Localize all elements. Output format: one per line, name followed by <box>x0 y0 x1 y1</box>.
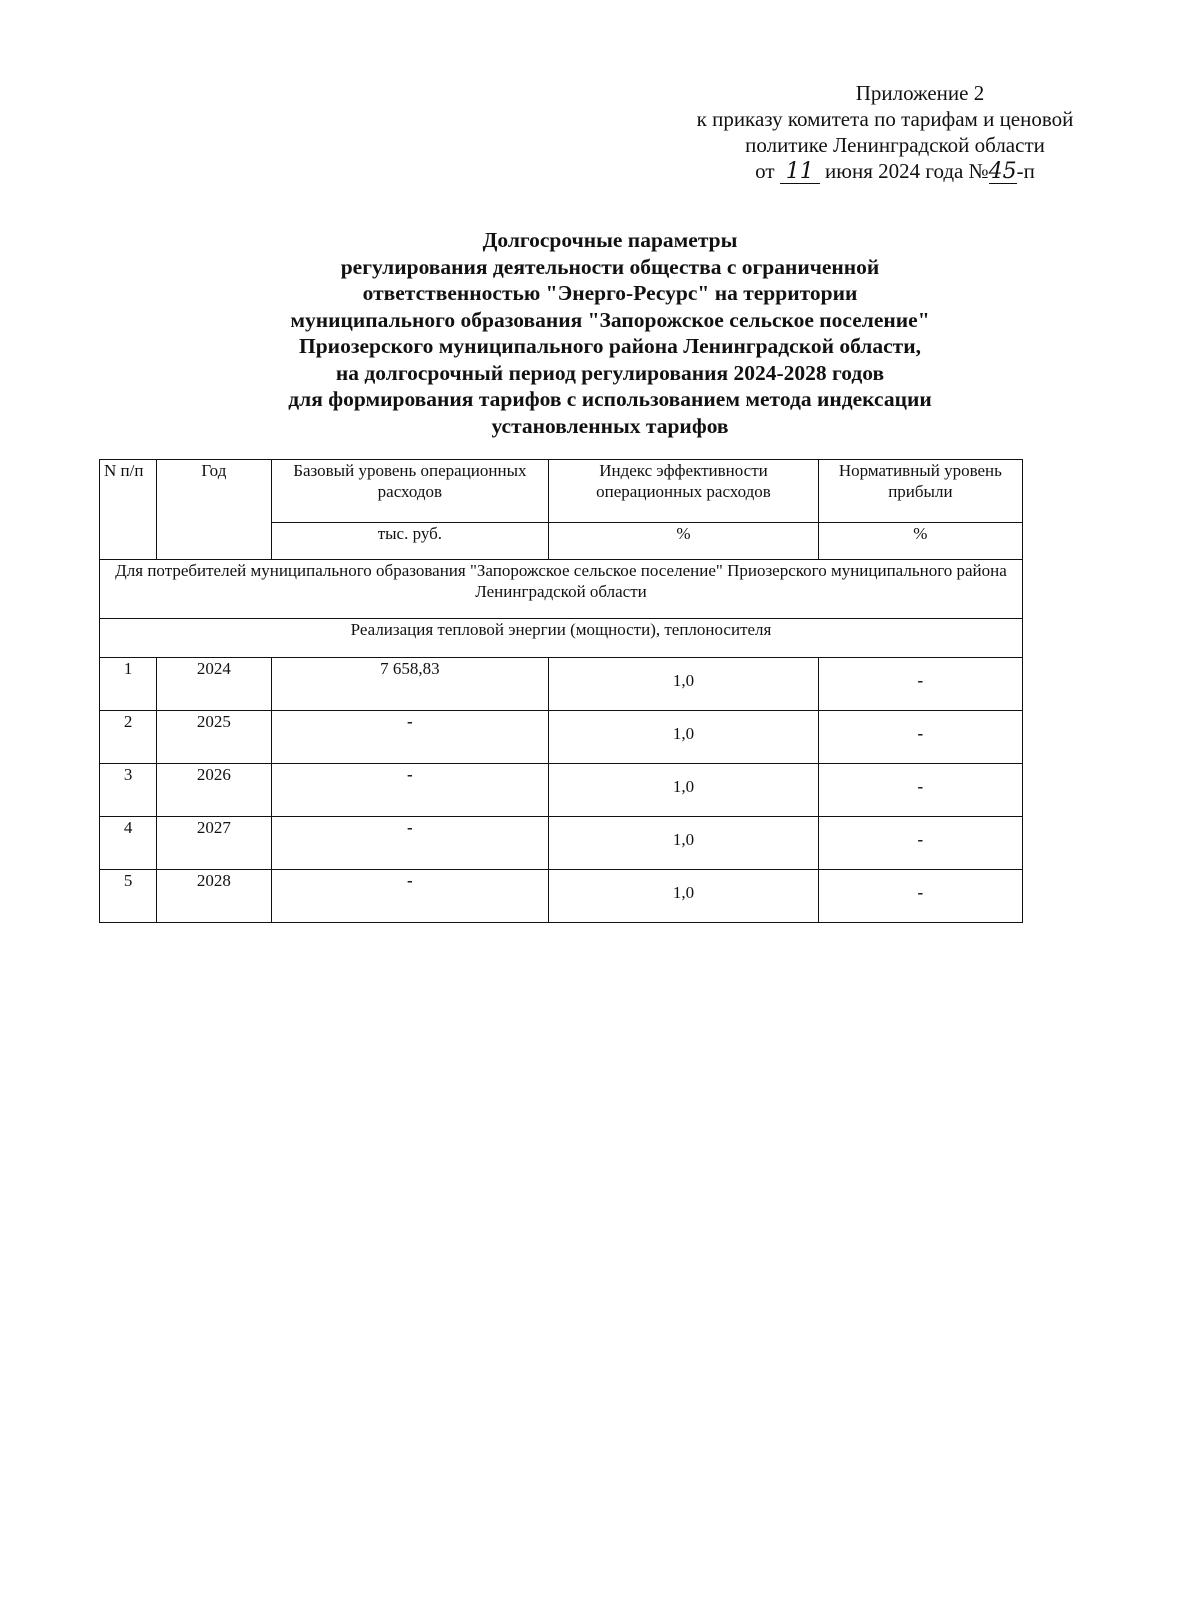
title-line: Приозерского муниципального района Ленинградской области, <box>299 334 921 358</box>
cell-base-cost: - <box>271 817 549 870</box>
annex-date-middle: июня 2024 года № <box>825 159 989 183</box>
annex-committee: политике Ленинградской области <box>745 133 1045 157</box>
cell-num: 5 <box>100 870 157 923</box>
cell-efficiency: 1,0 <box>549 658 819 711</box>
annex-date-line <box>640 158 1130 184</box>
cell-profit: - <box>818 711 1022 764</box>
cell-efficiency: 1,0 <box>549 711 819 764</box>
annex-header <box>640 80 1130 184</box>
title-line: на долгосрочный период регулирования 2024-2028 годов <box>335 360 885 385</box>
section-consumers: Для потребителей муниципального образования "Запорожское сельское поселение" Приозерского муниципального района Ленинградской области <box>100 560 1023 619</box>
title-line: Долгосрочные параметры <box>482 228 738 252</box>
cell-year: 2028 <box>157 870 271 923</box>
header-year: Год <box>157 460 271 560</box>
cell-base-cost: 7 658,83 <box>271 658 549 711</box>
table-header-row <box>100 460 1023 523</box>
header-profit: Нормативный уровень прибыли <box>818 460 1022 523</box>
table-row <box>100 817 1023 870</box>
cell-profit: - <box>818 764 1022 817</box>
section-activity: Реализация тепловой энергии (мощности), теплоносителя <box>100 619 1023 658</box>
annex-handwritten-day: 11 <box>780 161 820 184</box>
title-line: для формирования тарифов с использованием метода индексации <box>288 387 932 411</box>
cell-num: 1 <box>100 658 157 711</box>
section-consumers-row <box>100 560 1023 619</box>
cell-profit: - <box>818 658 1022 711</box>
header-num: N п/п <box>100 460 157 560</box>
annex-order-ref: к приказу комитета по тарифам и ценовой <box>696 107 1074 131</box>
section-activity-row <box>100 619 1023 658</box>
cell-year: 2024 <box>157 658 271 711</box>
cell-profit: - <box>818 870 1022 923</box>
cell-year: 2026 <box>157 764 271 817</box>
title-line: регулирования деятельности общества с ограниченной <box>340 254 880 279</box>
title-line: муниципального образования "Запорожское сельское поселение" <box>290 307 930 332</box>
cell-efficiency: 1,0 <box>549 817 819 870</box>
table-row <box>100 711 1023 764</box>
cell-base-cost: - <box>271 764 549 817</box>
cell-efficiency: 1,0 <box>549 870 819 923</box>
table-row <box>100 870 1023 923</box>
header-base-cost: Базовый уровень операционных расходов <box>271 460 549 523</box>
cell-profit: - <box>818 817 1022 870</box>
cell-num: 3 <box>100 764 157 817</box>
table-row <box>100 658 1023 711</box>
cell-num: 4 <box>100 817 157 870</box>
parameters-table <box>99 459 1023 923</box>
cell-year: 2027 <box>157 817 271 870</box>
annex-title: Приложение 2 <box>855 81 985 105</box>
cell-base-cost: - <box>271 711 549 764</box>
unit-base-cost: тыс. руб. <box>271 523 549 560</box>
unit-profit: % <box>818 523 1022 560</box>
table-row <box>100 764 1023 817</box>
title-line: ответственностью "Энерго-Ресурс" на территории <box>362 281 858 305</box>
title-line: установленных тарифов <box>491 413 729 438</box>
cell-base-cost: - <box>271 870 549 923</box>
annex-date-prefix: от <box>755 159 775 183</box>
header-efficiency: Индекс эффективности операционных расходов <box>549 460 819 523</box>
cell-year: 2025 <box>157 711 271 764</box>
cell-efficiency: 1,0 <box>549 764 819 817</box>
annex-order-suffix: -п <box>1016 159 1035 183</box>
annex-handwritten-order-number: 45 <box>988 159 1017 184</box>
cell-num: 2 <box>100 711 157 764</box>
unit-efficiency: % <box>549 523 819 560</box>
document-title <box>200 227 1020 439</box>
